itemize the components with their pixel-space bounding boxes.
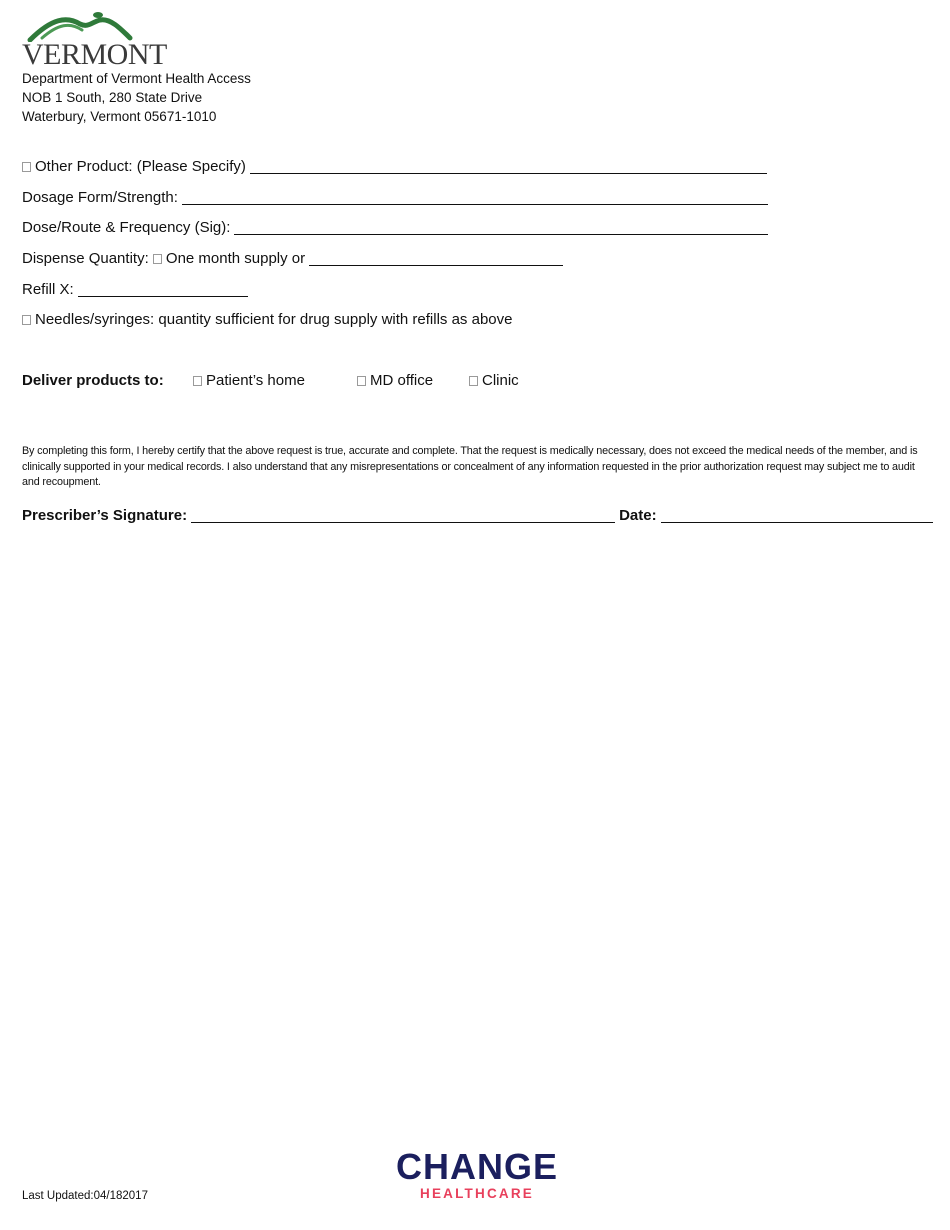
dispense-quantity-row — [22, 249, 563, 269]
dose-route-label: Dose/Route & Frequency (Sig): — [22, 219, 231, 236]
other-product-input[interactable] — [250, 159, 767, 174]
certification-text: By completing this form, I hereby certify that the above request is true, accurate and complete. That the request is medically necessary, does not exceed the medical needs of the member, and is clinically supported in your medical records. I also understand that any misrepresentations or concealment of any information requested in the prior authorization request may subject me to audit and recoupment. — [22, 445, 918, 488]
home-checkbox[interactable] — [193, 376, 202, 386]
mountain-icon — [22, 8, 152, 42]
deliver-option-md-office[interactable] — [357, 371, 433, 391]
needles-checkbox[interactable] — [22, 315, 31, 325]
one-month-checkbox[interactable] — [153, 254, 162, 264]
dose-route-row — [22, 218, 768, 238]
deliver-option-clinic[interactable] — [469, 371, 519, 391]
md-office-checkbox[interactable] — [357, 376, 366, 386]
dosage-form-row — [22, 188, 768, 208]
needles-label: Needles/syringes: quantity sufficient for drug supply with refills as above — [35, 311, 513, 328]
dosage-form-input[interactable] — [182, 190, 768, 205]
change-healthcare-logo — [392, 1148, 562, 1208]
refill-label: Refill X: — [22, 281, 74, 298]
other-product-checkbox[interactable] — [22, 162, 31, 172]
dispense-quantity-label: Dispense Quantity: — [22, 250, 149, 267]
brand-main: CHANGE — [395, 1146, 558, 1187]
signature-row — [22, 506, 933, 526]
deliver-label: Deliver products to: — [22, 372, 164, 389]
date-label: Date: — [619, 507, 657, 524]
other-product-row — [22, 157, 767, 177]
dispense-quantity-input[interactable] — [309, 251, 563, 266]
clinic-checkbox[interactable] — [469, 376, 478, 386]
one-month-label: One month supply or — [165, 250, 306, 267]
department-name: Department of Vermont Health Access — [22, 71, 251, 86]
needles-row — [22, 310, 512, 330]
dosage-form-label: Dosage Form/Strength: — [22, 189, 178, 206]
refill-row — [22, 280, 248, 300]
address-line-1: NOB 1 South, 280 State Drive — [22, 90, 203, 105]
clinic-label: Clinic — [482, 372, 519, 389]
signature-input[interactable] — [191, 508, 615, 523]
signature-label: Prescriber’s Signature: — [22, 507, 188, 524]
deliver-option-home[interactable] — [193, 371, 305, 391]
address-line-2: Waterbury, Vermont 05671-1010 — [22, 109, 217, 124]
last-updated: Last Updated:04/182017 — [22, 1190, 148, 1202]
md-office-label: MD office — [370, 372, 434, 389]
date-input[interactable] — [661, 508, 933, 523]
other-product-label: Other Product: (Please Specify) — [35, 158, 246, 175]
logo-wordmark: VERMONT — [22, 38, 167, 71]
home-label: Patient’s home — [206, 372, 305, 389]
refill-input[interactable] — [78, 282, 248, 297]
vermont-logo — [22, 8, 167, 71]
brand-sub: HEALTHCARE — [420, 1186, 534, 1201]
dose-route-input[interactable] — [234, 220, 768, 235]
